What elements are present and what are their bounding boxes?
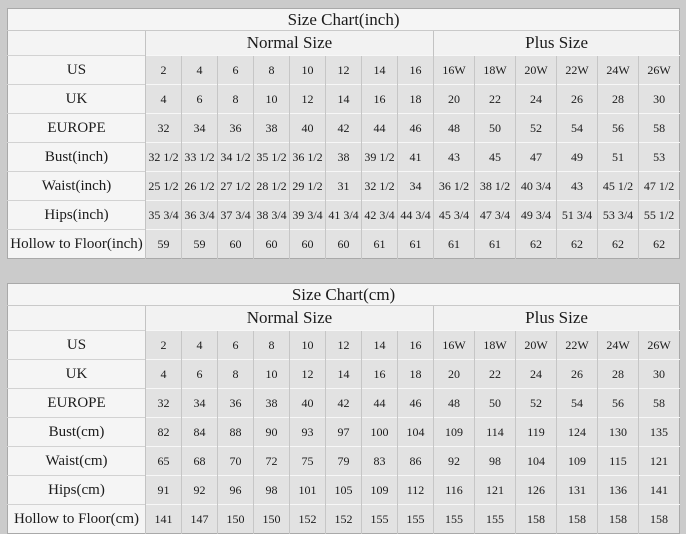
size-value-cell: 135 xyxy=(639,418,680,447)
size-value-cell: 38 1/2 xyxy=(475,172,516,201)
size-value-cell: 42 xyxy=(326,389,362,418)
size-value-cell: 8 xyxy=(218,85,254,114)
size-value-cell: 28 xyxy=(598,85,639,114)
size-value-cell: 12 xyxy=(326,56,362,85)
size-value-cell: 104 xyxy=(398,418,434,447)
size-value-cell: 50 xyxy=(475,389,516,418)
size-value-cell: 22 xyxy=(475,360,516,389)
size-chart-cm-table xyxy=(7,283,680,534)
table-row xyxy=(8,505,680,534)
size-value-cell: 88 xyxy=(218,418,254,447)
row-label: UK xyxy=(8,85,146,114)
size-value-cell: 10 xyxy=(290,56,326,85)
size-value-cell: 24W xyxy=(598,56,639,85)
size-value-cell: 36 1/2 xyxy=(290,143,326,172)
size-value-cell: 158 xyxy=(639,505,680,534)
table-title-row xyxy=(8,9,680,31)
table-row xyxy=(8,331,680,360)
size-value-cell: 152 xyxy=(290,505,326,534)
size-value-cell: 98 xyxy=(254,476,290,505)
size-value-cell: 131 xyxy=(557,476,598,505)
size-value-cell: 72 xyxy=(254,447,290,476)
size-value-cell: 8 xyxy=(254,331,290,360)
size-value-cell: 20 xyxy=(434,360,475,389)
size-value-cell: 33 1/2 xyxy=(182,143,218,172)
size-value-cell: 26 1/2 xyxy=(182,172,218,201)
size-value-cell: 14 xyxy=(326,360,362,389)
size-value-cell: 6 xyxy=(182,360,218,389)
size-value-cell: 155 xyxy=(475,505,516,534)
size-value-cell: 4 xyxy=(182,331,218,360)
size-value-cell: 40 xyxy=(290,389,326,418)
size-value-cell: 32 1/2 xyxy=(362,172,398,201)
size-value-cell: 22W xyxy=(557,56,598,85)
size-value-cell: 60 xyxy=(326,230,362,259)
size-value-cell: 16W xyxy=(434,56,475,85)
size-value-cell: 37 3/4 xyxy=(218,201,254,230)
row-label: EUROPE xyxy=(8,389,146,418)
size-value-cell: 109 xyxy=(434,418,475,447)
row-label: US xyxy=(8,56,146,85)
size-value-cell: 60 xyxy=(290,230,326,259)
size-value-cell: 121 xyxy=(475,476,516,505)
size-chart-inch-table xyxy=(7,8,680,259)
size-value-cell: 26W xyxy=(639,331,680,360)
size-value-cell: 150 xyxy=(254,505,290,534)
size-value-cell: 70 xyxy=(218,447,254,476)
size-value-cell: 41 3/4 xyxy=(326,201,362,230)
size-value-cell: 115 xyxy=(598,447,639,476)
size-value-cell: 141 xyxy=(639,476,680,505)
size-value-cell: 62 xyxy=(557,230,598,259)
row-label: Hollow to Floor(inch) xyxy=(8,230,146,259)
size-value-cell: 12 xyxy=(290,85,326,114)
row-label: Bust(inch) xyxy=(8,143,146,172)
size-value-cell: 47 1/2 xyxy=(639,172,680,201)
size-value-cell: 16 xyxy=(362,360,398,389)
size-value-cell: 2 xyxy=(146,56,182,85)
size-value-cell: 112 xyxy=(398,476,434,505)
size-value-cell: 41 xyxy=(398,143,434,172)
size-value-cell: 62 xyxy=(516,230,557,259)
size-value-cell: 52 xyxy=(516,389,557,418)
size-value-cell: 48 xyxy=(434,389,475,418)
size-value-cell: 8 xyxy=(254,56,290,85)
size-value-cell: 36 xyxy=(218,114,254,143)
size-value-cell: 92 xyxy=(182,476,218,505)
table-row xyxy=(8,172,680,201)
size-chart-inch-body xyxy=(8,9,680,259)
row-label: Hips(cm) xyxy=(8,476,146,505)
size-value-cell: 49 3/4 xyxy=(516,201,557,230)
corner-cell xyxy=(8,31,146,56)
size-value-cell: 90 xyxy=(254,418,290,447)
size-value-cell: 130 xyxy=(598,418,639,447)
table-row xyxy=(8,389,680,418)
size-value-cell: 25 1/2 xyxy=(146,172,182,201)
size-value-cell: 92 xyxy=(434,447,475,476)
size-value-cell: 86 xyxy=(398,447,434,476)
size-value-cell: 27 1/2 xyxy=(218,172,254,201)
size-value-cell: 2 xyxy=(146,331,182,360)
size-value-cell: 65 xyxy=(146,447,182,476)
table-title-row xyxy=(8,284,680,306)
size-value-cell: 8 xyxy=(218,360,254,389)
size-value-cell: 46 xyxy=(398,389,434,418)
row-label: Waist(inch) xyxy=(8,172,146,201)
size-value-cell: 14 xyxy=(362,331,398,360)
size-value-cell: 141 xyxy=(146,505,182,534)
plus-size-group-header: Plus Size xyxy=(434,31,680,56)
size-value-cell: 51 3/4 xyxy=(557,201,598,230)
size-value-cell: 42 3/4 xyxy=(362,201,398,230)
size-value-cell: 114 xyxy=(475,418,516,447)
size-value-cell: 44 xyxy=(362,389,398,418)
size-value-cell: 22 xyxy=(475,85,516,114)
size-value-cell: 45 1/2 xyxy=(598,172,639,201)
size-value-cell: 79 xyxy=(326,447,362,476)
row-label: Bust(cm) xyxy=(8,418,146,447)
size-value-cell: 62 xyxy=(639,230,680,259)
size-value-cell: 98 xyxy=(475,447,516,476)
size-value-cell: 34 1/2 xyxy=(218,143,254,172)
table-row xyxy=(8,201,680,230)
size-value-cell: 32 1/2 xyxy=(146,143,182,172)
size-value-cell: 36 xyxy=(218,389,254,418)
size-value-cell: 75 xyxy=(290,447,326,476)
size-value-cell: 96 xyxy=(218,476,254,505)
size-value-cell: 36 1/2 xyxy=(434,172,475,201)
size-value-cell: 100 xyxy=(362,418,398,447)
size-value-cell: 97 xyxy=(326,418,362,447)
row-label: Hollow to Floor(cm) xyxy=(8,505,146,534)
size-value-cell: 36 3/4 xyxy=(182,201,218,230)
size-value-cell: 59 xyxy=(146,230,182,259)
size-value-cell: 119 xyxy=(516,418,557,447)
size-value-cell: 24 xyxy=(516,360,557,389)
table-row xyxy=(8,447,680,476)
column-group-header-row xyxy=(8,306,680,331)
size-value-cell: 18 xyxy=(398,85,434,114)
column-group-header-row xyxy=(8,31,680,56)
table-title: Size Chart(inch) xyxy=(8,9,680,31)
size-value-cell: 28 xyxy=(598,360,639,389)
size-value-cell: 38 xyxy=(326,143,362,172)
size-value-cell: 20W xyxy=(516,331,557,360)
size-value-cell: 14 xyxy=(326,85,362,114)
size-value-cell: 6 xyxy=(218,56,254,85)
size-value-cell: 60 xyxy=(254,230,290,259)
size-value-cell: 4 xyxy=(146,360,182,389)
size-value-cell: 31 xyxy=(326,172,362,201)
normal-size-group-header: Normal Size xyxy=(146,306,434,331)
size-value-cell: 93 xyxy=(290,418,326,447)
size-value-cell: 155 xyxy=(434,505,475,534)
size-value-cell: 47 3/4 xyxy=(475,201,516,230)
size-value-cell: 10 xyxy=(254,85,290,114)
size-value-cell: 54 xyxy=(557,389,598,418)
size-value-cell: 44 xyxy=(362,114,398,143)
size-value-cell: 50 xyxy=(475,114,516,143)
size-chart-cm-body xyxy=(8,284,680,534)
size-value-cell: 26 xyxy=(557,360,598,389)
size-value-cell: 61 xyxy=(434,230,475,259)
size-value-cell: 35 1/2 xyxy=(254,143,290,172)
size-value-cell: 4 xyxy=(146,85,182,114)
size-value-cell: 158 xyxy=(557,505,598,534)
row-label: Waist(cm) xyxy=(8,447,146,476)
size-value-cell: 53 3/4 xyxy=(598,201,639,230)
size-value-cell: 38 3/4 xyxy=(254,201,290,230)
row-label: EUROPE xyxy=(8,114,146,143)
size-value-cell: 124 xyxy=(557,418,598,447)
size-value-cell: 46 xyxy=(398,114,434,143)
table-title: Size Chart(cm) xyxy=(8,284,680,306)
size-value-cell: 56 xyxy=(598,389,639,418)
normal-size-group-header: Normal Size xyxy=(146,31,434,56)
table-row xyxy=(8,360,680,389)
size-charts-page xyxy=(7,8,679,534)
size-value-cell: 158 xyxy=(598,505,639,534)
size-value-cell: 16 xyxy=(398,56,434,85)
size-value-cell: 49 xyxy=(557,143,598,172)
size-value-cell: 51 xyxy=(598,143,639,172)
plus-size-group-header: Plus Size xyxy=(434,306,680,331)
size-value-cell: 34 xyxy=(398,172,434,201)
size-value-cell: 150 xyxy=(218,505,254,534)
size-value-cell: 83 xyxy=(362,447,398,476)
size-value-cell: 14 xyxy=(362,56,398,85)
size-value-cell: 58 xyxy=(639,114,680,143)
size-value-cell: 28 1/2 xyxy=(254,172,290,201)
size-value-cell: 158 xyxy=(516,505,557,534)
size-value-cell: 54 xyxy=(557,114,598,143)
size-value-cell: 38 xyxy=(254,114,290,143)
size-value-cell: 34 xyxy=(182,389,218,418)
table-row xyxy=(8,114,680,143)
size-value-cell: 39 3/4 xyxy=(290,201,326,230)
size-value-cell: 18W xyxy=(475,56,516,85)
size-value-cell: 55 1/2 xyxy=(639,201,680,230)
corner-cell xyxy=(8,306,146,331)
size-value-cell: 152 xyxy=(326,505,362,534)
size-value-cell: 18 xyxy=(398,360,434,389)
size-value-cell: 39 1/2 xyxy=(362,143,398,172)
size-value-cell: 48 xyxy=(434,114,475,143)
size-value-cell: 155 xyxy=(398,505,434,534)
size-value-cell: 45 xyxy=(475,143,516,172)
size-value-cell: 56 xyxy=(598,114,639,143)
size-value-cell: 12 xyxy=(290,360,326,389)
size-value-cell: 22W xyxy=(557,331,598,360)
table-row xyxy=(8,230,680,259)
size-value-cell: 61 xyxy=(398,230,434,259)
row-label: US xyxy=(8,331,146,360)
size-value-cell: 6 xyxy=(182,85,218,114)
size-value-cell: 126 xyxy=(516,476,557,505)
size-value-cell: 61 xyxy=(475,230,516,259)
size-value-cell: 20W xyxy=(516,56,557,85)
size-value-cell: 44 3/4 xyxy=(398,201,434,230)
size-value-cell: 84 xyxy=(182,418,218,447)
size-value-cell: 10 xyxy=(290,331,326,360)
table-row xyxy=(8,56,680,85)
size-value-cell: 116 xyxy=(434,476,475,505)
size-value-cell: 20 xyxy=(434,85,475,114)
size-value-cell: 12 xyxy=(326,331,362,360)
size-value-cell: 58 xyxy=(639,389,680,418)
size-value-cell: 38 xyxy=(254,389,290,418)
size-value-cell: 104 xyxy=(516,447,557,476)
size-value-cell: 29 1/2 xyxy=(290,172,326,201)
size-value-cell: 40 3/4 xyxy=(516,172,557,201)
size-value-cell: 42 xyxy=(326,114,362,143)
row-label: UK xyxy=(8,360,146,389)
size-value-cell: 62 xyxy=(598,230,639,259)
size-value-cell: 105 xyxy=(326,476,362,505)
size-value-cell: 16 xyxy=(362,85,398,114)
size-value-cell: 30 xyxy=(639,360,680,389)
size-value-cell: 60 xyxy=(218,230,254,259)
size-value-cell: 16W xyxy=(434,331,475,360)
table-row xyxy=(8,143,680,172)
size-value-cell: 53 xyxy=(639,143,680,172)
table-row xyxy=(8,476,680,505)
table-row xyxy=(8,85,680,114)
size-value-cell: 35 3/4 xyxy=(146,201,182,230)
row-label: Hips(inch) xyxy=(8,201,146,230)
size-value-cell: 101 xyxy=(290,476,326,505)
size-value-cell: 24W xyxy=(598,331,639,360)
size-value-cell: 136 xyxy=(598,476,639,505)
size-value-cell: 34 xyxy=(182,114,218,143)
size-value-cell: 43 xyxy=(557,172,598,201)
size-value-cell: 6 xyxy=(218,331,254,360)
size-value-cell: 18W xyxy=(475,331,516,360)
size-value-cell: 26 xyxy=(557,85,598,114)
size-value-cell: 47 xyxy=(516,143,557,172)
size-value-cell: 82 xyxy=(146,418,182,447)
size-value-cell: 4 xyxy=(182,56,218,85)
size-value-cell: 45 3/4 xyxy=(434,201,475,230)
size-value-cell: 40 xyxy=(290,114,326,143)
size-value-cell: 147 xyxy=(182,505,218,534)
size-value-cell: 10 xyxy=(254,360,290,389)
size-value-cell: 68 xyxy=(182,447,218,476)
size-value-cell: 59 xyxy=(182,230,218,259)
size-value-cell: 24 xyxy=(516,85,557,114)
size-value-cell: 109 xyxy=(362,476,398,505)
size-value-cell: 32 xyxy=(146,389,182,418)
size-value-cell: 32 xyxy=(146,114,182,143)
size-value-cell: 16 xyxy=(398,331,434,360)
size-value-cell: 52 xyxy=(516,114,557,143)
size-value-cell: 155 xyxy=(362,505,398,534)
size-value-cell: 30 xyxy=(639,85,680,114)
size-value-cell: 91 xyxy=(146,476,182,505)
size-value-cell: 121 xyxy=(639,447,680,476)
size-value-cell: 109 xyxy=(557,447,598,476)
size-value-cell: 61 xyxy=(362,230,398,259)
size-value-cell: 26W xyxy=(639,56,680,85)
table-row xyxy=(8,418,680,447)
size-value-cell: 43 xyxy=(434,143,475,172)
